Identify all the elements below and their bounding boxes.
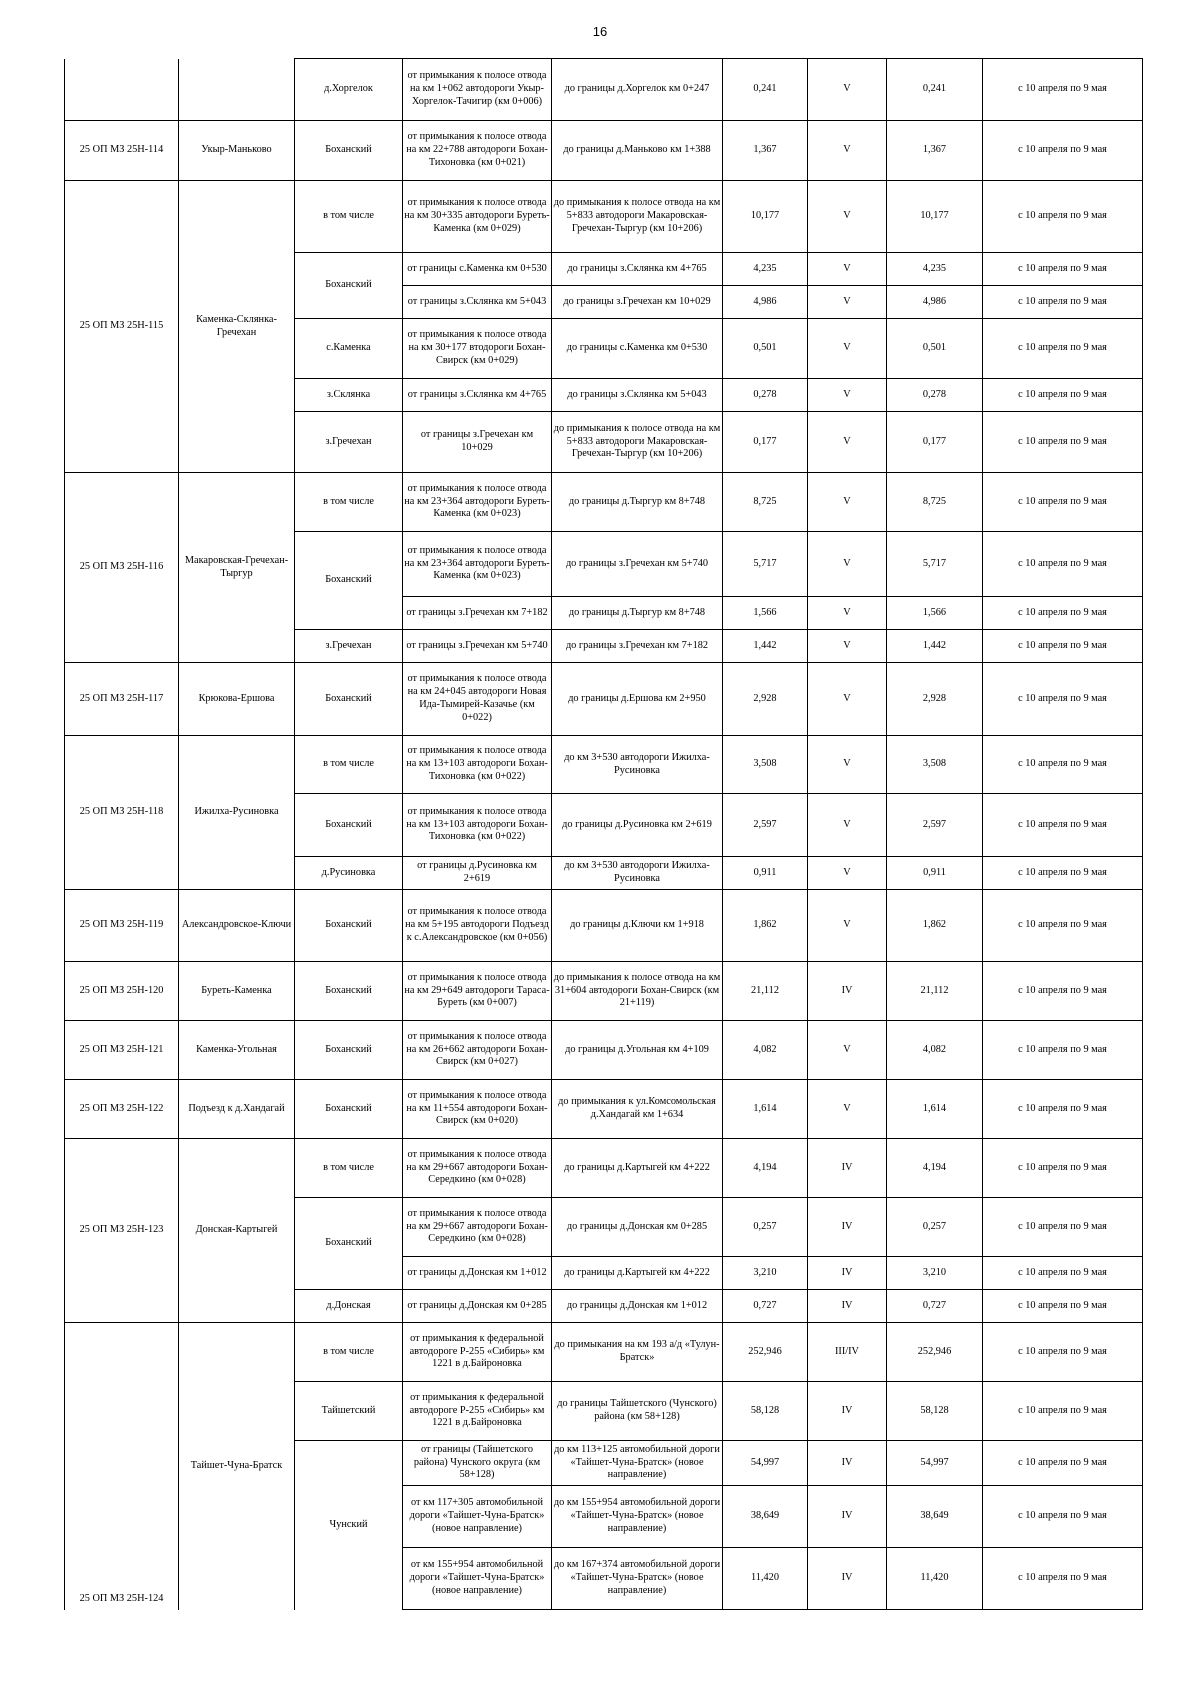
length-cell: 0,278 (723, 379, 808, 412)
to-cell: до границы д.Картыгей км 4+222 (552, 1257, 723, 1290)
to-cell: до границы Тайшетского (Чунского) района (км 58+128) (552, 1382, 723, 1441)
length-cell: 21,112 (723, 962, 808, 1021)
from-cell: от примыкания к полосе отвода на км 30+177 втодороги Бохан-Свирск (км 0+029) (403, 319, 552, 379)
length-cell: 1,566 (723, 597, 808, 630)
period-cell: с 10 апреля по 9 мая (983, 597, 1143, 630)
to-cell: до примыкания к ул.Комсомольская д.Хандагай км 1+634 (552, 1080, 723, 1139)
from-cell: от примыкания к федеральной автодороге Р-255 «Сибирь» км 1221 в д.Байроновка (403, 1382, 552, 1441)
length-limited-cell: 2,597 (887, 794, 983, 857)
from-cell: от примыкания к полосе отвода на км 30+335 автодороги Буреть-Каменка (км 0+029) (403, 181, 552, 253)
period-cell: с 10 апреля по 9 мая (983, 663, 1143, 736)
table-row (65, 1323, 1143, 1382)
district-cell: з.Гречехан (295, 630, 403, 663)
from-cell: от границы д.Донская км 1+012 (403, 1257, 552, 1290)
to-cell: до границы з.Гречехан км 7+182 (552, 630, 723, 663)
district-cell: Чунский (295, 1441, 403, 1610)
length-cell: 0,911 (723, 857, 808, 890)
from-cell: от примыкания к полосе отвода на км 23+364 автодороги Буреть-Каменка (км 0+023) (403, 473, 552, 532)
period-cell: с 10 апреля по 9 мая (983, 1382, 1143, 1441)
category-cell: V (808, 286, 887, 319)
road-name-cell: Тайшет-Чуна-Братск (179, 1323, 295, 1610)
length-cell: 8,725 (723, 473, 808, 532)
table-row (65, 736, 1143, 794)
district-cell: Боханский (295, 1198, 403, 1290)
from-cell: от границы з.Гречехан км 7+182 (403, 597, 552, 630)
district-cell: з.Гречехан (295, 412, 403, 473)
from-cell: от примыкания к полосе отвода на км 1+062 автодороги Укыр-Хоргелок-Тачигир (км 0+006) (403, 59, 552, 121)
category-cell: IV (808, 1486, 887, 1548)
district-cell: Боханский (295, 962, 403, 1021)
length-limited-cell: 3,210 (887, 1257, 983, 1290)
table-row (65, 1021, 1143, 1080)
length-limited-cell: 1,862 (887, 890, 983, 962)
length-cell: 3,210 (723, 1257, 808, 1290)
period-cell: с 10 апреля по 9 мая (983, 890, 1143, 962)
district-cell: Боханский (295, 121, 403, 181)
period-cell: с 10 апреля по 9 мая (983, 1080, 1143, 1139)
road-code-cell: 25 ОП МЗ 25Н-122 (65, 1080, 179, 1139)
to-cell: до км 3+530 автодороги Ижилха-Русиновка (552, 857, 723, 890)
length-limited-cell: 3,508 (887, 736, 983, 794)
category-cell: IV (808, 962, 887, 1021)
from-cell: от примыкания к полосе отвода на км 24+045 автодороги Новая Ида-Тымирей-Казачье (км 0+022) (403, 663, 552, 736)
length-cell: 5,717 (723, 532, 808, 597)
length-cell: 0,501 (723, 319, 808, 379)
period-cell: с 10 апреля по 9 мая (983, 1323, 1143, 1382)
district-cell: д.Донская (295, 1290, 403, 1323)
length-limited-cell: 5,717 (887, 532, 983, 597)
length-cell: 4,235 (723, 253, 808, 286)
length-cell: 1,862 (723, 890, 808, 962)
from-cell: от примыкания к полосе отвода на км 13+103 автодороги Бохан-Тихоновка (км 0+022) (403, 736, 552, 794)
to-cell: до км 155+954 автомобильной дороги «Тайшет-Чуна-Братск» (новое направление) (552, 1486, 723, 1548)
table-row (65, 890, 1143, 962)
category-cell: V (808, 532, 887, 597)
category-cell: V (808, 630, 887, 663)
category-cell: V (808, 253, 887, 286)
length-cell: 38,649 (723, 1486, 808, 1548)
to-cell: до границы д.Русиновка км 2+619 (552, 794, 723, 857)
category-cell: V (808, 59, 887, 121)
category-cell: V (808, 319, 887, 379)
from-cell: от км 117+305 автомобильной дороги «Тайшет-Чуна-Братск» (новое направление) (403, 1486, 552, 1548)
from-cell: от примыкания к полосе отвода на км 13+103 автодороги Бохан-Тихоновка (км 0+022) (403, 794, 552, 857)
period-cell: с 10 апреля по 9 мая (983, 286, 1143, 319)
road-code-cell (65, 59, 179, 121)
period-cell: с 10 апреля по 9 мая (983, 253, 1143, 286)
table-row (65, 1080, 1143, 1139)
length-limited-cell: 21,112 (887, 962, 983, 1021)
district-cell: Боханский (295, 890, 403, 962)
to-cell: до границы з.Гречехан км 5+740 (552, 532, 723, 597)
period-cell: с 10 апреля по 9 мая (983, 532, 1143, 597)
to-cell: до границы з.Гречехан км 10+029 (552, 286, 723, 319)
category-cell: IV (808, 1548, 887, 1610)
district-cell: Боханский (295, 253, 403, 319)
to-cell: до границы д.Ключи км 1+918 (552, 890, 723, 962)
period-cell: с 10 апреля по 9 мая (983, 857, 1143, 890)
to-cell: до примыкания к полосе отвода на км 31+604 автодороги Бохан-Свирск (км 21+119) (552, 962, 723, 1021)
road-name-cell: Укыр-Маньково (179, 121, 295, 181)
period-cell: с 10 апреля по 9 мая (983, 412, 1143, 473)
table-row (65, 962, 1143, 1021)
road-code-cell: 25 ОП МЗ 25Н-117 (65, 663, 179, 736)
from-cell: от границы з.Гречехан км 5+740 (403, 630, 552, 663)
length-limited-cell: 4,986 (887, 286, 983, 319)
to-cell: до примыкания к полосе отвода на км 5+833 автодороги Макаровская-Гречехан-Тыргур (км 10+206) (552, 412, 723, 473)
length-limited-cell: 11,420 (887, 1548, 983, 1610)
from-cell: от примыкания к полосе отвода на км 23+364 автодороги Буреть-Каменка (км 0+023) (403, 532, 552, 597)
length-limited-cell: 10,177 (887, 181, 983, 253)
district-cell: с.Каменка (295, 319, 403, 379)
road-name-cell: Каменка-Угольная (179, 1021, 295, 1080)
length-cell: 1,442 (723, 630, 808, 663)
to-cell: до границы з.Склянка км 5+043 (552, 379, 723, 412)
length-limited-cell: 1,566 (887, 597, 983, 630)
length-limited-cell: 54,997 (887, 1441, 983, 1486)
category-cell: IV (808, 1441, 887, 1486)
category-cell: V (808, 412, 887, 473)
district-cell: Боханский (295, 1080, 403, 1139)
table-row (65, 121, 1143, 181)
period-cell: с 10 апреля по 9 мая (983, 794, 1143, 857)
from-cell: от примыкания к полосе отвода на км 11+554 автодороги Бохан-Свирск (км 0+020) (403, 1080, 552, 1139)
length-cell: 3,508 (723, 736, 808, 794)
length-cell: 4,082 (723, 1021, 808, 1080)
road-code-cell: 25 ОП МЗ 25Н-120 (65, 962, 179, 1021)
table-row (65, 59, 1143, 121)
length-limited-cell: 0,911 (887, 857, 983, 890)
from-cell: от границы з.Гречехан км 10+029 (403, 412, 552, 473)
to-cell: до границы д.Донская км 1+012 (552, 1290, 723, 1323)
road-code-cell: 25 ОП МЗ 25Н-121 (65, 1021, 179, 1080)
district-cell: з.Склянка (295, 379, 403, 412)
length-cell: 0,177 (723, 412, 808, 473)
from-cell: от границы з.Склянка км 5+043 (403, 286, 552, 319)
length-cell: 11,420 (723, 1548, 808, 1610)
category-cell: III/IV (808, 1323, 887, 1382)
to-cell: до примыкания к полосе отвода на км 5+833 автодороги Макаровская-Гречехан-Тыргур (км 10+206) (552, 181, 723, 253)
from-cell: от км 155+954 автомобильной дороги «Тайшет-Чуна-Братск» (новое направление) (403, 1548, 552, 1610)
length-cell: 2,928 (723, 663, 808, 736)
road-name-cell: Крюкова-Ершова (179, 663, 295, 736)
period-cell: с 10 апреля по 9 мая (983, 1257, 1143, 1290)
length-limited-cell: 252,946 (887, 1323, 983, 1382)
length-cell: 0,241 (723, 59, 808, 121)
category-cell: V (808, 181, 887, 253)
to-cell: до границы д.Ершова км 2+950 (552, 663, 723, 736)
category-cell: V (808, 857, 887, 890)
road-code-cell: 25 ОП МЗ 25Н-119 (65, 890, 179, 962)
length-cell: 1,367 (723, 121, 808, 181)
district-cell: Боханский (295, 532, 403, 630)
length-cell: 54,997 (723, 1441, 808, 1486)
to-cell: до границы д.Маньково км 1+388 (552, 121, 723, 181)
length-limited-cell: 1,614 (887, 1080, 983, 1139)
category-cell: IV (808, 1139, 887, 1198)
length-limited-cell: 8,725 (887, 473, 983, 532)
length-cell: 2,597 (723, 794, 808, 857)
district-cell: в том числе (295, 1323, 403, 1382)
length-cell: 10,177 (723, 181, 808, 253)
length-limited-cell: 2,928 (887, 663, 983, 736)
period-cell: с 10 апреля по 9 мая (983, 1198, 1143, 1257)
to-cell: до границы д.Хоргелок км 0+247 (552, 59, 723, 121)
length-limited-cell: 4,082 (887, 1021, 983, 1080)
length-limited-cell: 0,241 (887, 59, 983, 121)
category-cell: IV (808, 1382, 887, 1441)
from-cell: от примыкания к полосе отвода на км 29+649 автодороги Тараса-Буреть (км 0+007) (403, 962, 552, 1021)
period-cell: с 10 апреля по 9 мая (983, 59, 1143, 121)
road-code-cell: 25 ОП МЗ 25Н-115 (65, 181, 179, 473)
from-cell: от примыкания к полосе отвода на км 29+667 автодороги Бохан-Середкино (км 0+028) (403, 1198, 552, 1257)
from-cell: от границы д.Русиновка км 2+619 (403, 857, 552, 890)
period-cell: с 10 апреля по 9 мая (983, 736, 1143, 794)
from-cell: от границы д.Донская км 0+285 (403, 1290, 552, 1323)
period-cell: с 10 апреля по 9 мая (983, 473, 1143, 532)
category-cell: IV (808, 1257, 887, 1290)
district-cell: в том числе (295, 181, 403, 253)
from-cell: от примыкания к полосе отвода на км 5+195 автодороги Подъезд к с.Александровское (км 0+056) (403, 890, 552, 962)
district-cell: в том числе (295, 1139, 403, 1198)
district-cell: в том числе (295, 736, 403, 794)
period-cell: с 10 апреля по 9 мая (983, 1290, 1143, 1323)
length-limited-cell: 0,177 (887, 412, 983, 473)
district-cell: в том числе (295, 473, 403, 532)
road-code-cell: 25 ОП МЗ 25Н-124 (65, 1323, 179, 1610)
district-cell: Боханский (295, 663, 403, 736)
road-code-cell: 25 ОП МЗ 25Н-116 (65, 473, 179, 663)
category-cell: V (808, 794, 887, 857)
to-cell: до границы д.Донская км 0+285 (552, 1198, 723, 1257)
category-cell: IV (808, 1198, 887, 1257)
road-code-cell: 25 ОП МЗ 25Н-118 (65, 736, 179, 890)
road-name-cell: Ижилха-Русиновка (179, 736, 295, 890)
length-cell: 4,986 (723, 286, 808, 319)
length-cell: 1,614 (723, 1080, 808, 1139)
category-cell: V (808, 1021, 887, 1080)
period-cell: с 10 апреля по 9 мая (983, 121, 1143, 181)
to-cell: до км 3+530 автодороги Ижилха-Русиновка (552, 736, 723, 794)
road-name-cell: Макаровская-Гречехан-Тыргур (179, 473, 295, 663)
road-code-cell: 25 ОП МЗ 25Н-123 (65, 1139, 179, 1323)
period-cell: с 10 апреля по 9 мая (983, 379, 1143, 412)
period-cell: с 10 апреля по 9 мая (983, 181, 1143, 253)
period-cell: с 10 апреля по 9 мая (983, 319, 1143, 379)
road-name-cell: Буреть-Каменка (179, 962, 295, 1021)
length-limited-cell: 38,649 (887, 1486, 983, 1548)
period-cell: с 10 апреля по 9 мая (983, 630, 1143, 663)
length-cell: 0,727 (723, 1290, 808, 1323)
to-cell: до границы д.Угольная км 4+109 (552, 1021, 723, 1080)
table-row (65, 181, 1143, 253)
length-limited-cell: 0,727 (887, 1290, 983, 1323)
from-cell: от границы (Тайшетского района) Чунского округа (км 58+128) (403, 1441, 552, 1486)
length-limited-cell: 0,278 (887, 379, 983, 412)
from-cell: от примыкания к полосе отвода на км 29+667 автодороги Бохан-Середкино (км 0+028) (403, 1139, 552, 1198)
period-cell: с 10 апреля по 9 мая (983, 1021, 1143, 1080)
length-cell: 0,257 (723, 1198, 808, 1257)
road-name-cell: Подъезд к д.Хандагай (179, 1080, 295, 1139)
table-row (65, 473, 1143, 532)
district-cell: Боханский (295, 1021, 403, 1080)
to-cell: до примыкания на км 193 а/д «Тулун-Братск» (552, 1323, 723, 1382)
to-cell: до границы д.Тыргур км 8+748 (552, 597, 723, 630)
category-cell: V (808, 597, 887, 630)
table-row (65, 1139, 1143, 1198)
road-name-cell: Донская-Картыгей (179, 1139, 295, 1323)
from-cell: от примыкания к полосе отвода на км 26+662 автодороги Бохан-Свирск (км 0+027) (403, 1021, 552, 1080)
road-name-cell (179, 59, 295, 121)
road-name-cell: Александровское-Ключи (179, 890, 295, 962)
category-cell: V (808, 890, 887, 962)
length-limited-cell: 1,367 (887, 121, 983, 181)
district-cell: Тайшетский (295, 1382, 403, 1441)
road-code-cell: 25 ОП МЗ 25Н-114 (65, 121, 179, 181)
from-cell: от границы с.Каменка км 0+530 (403, 253, 552, 286)
length-cell: 58,128 (723, 1382, 808, 1441)
length-cell: 4,194 (723, 1139, 808, 1198)
length-limited-cell: 4,194 (887, 1139, 983, 1198)
period-cell: с 10 апреля по 9 мая (983, 1139, 1143, 1198)
to-cell: до границы д.Тыргур км 8+748 (552, 473, 723, 532)
to-cell: до км 167+374 автомобильной дороги «Тайшет-Чуна-Братск» (новое направление) (552, 1548, 723, 1610)
category-cell: V (808, 473, 887, 532)
to-cell: до границы з.Склянка км 4+765 (552, 253, 723, 286)
period-cell: с 10 апреля по 9 мая (983, 1548, 1143, 1610)
district-cell: д.Хоргелок (295, 59, 403, 121)
category-cell: V (808, 1080, 887, 1139)
from-cell: от примыкания к полосе отвода на км 22+788 автодороги Бохан-Тихоновка (км 0+021) (403, 121, 552, 181)
length-limited-cell: 0,501 (887, 319, 983, 379)
length-limited-cell: 4,235 (887, 253, 983, 286)
to-cell: до границы с.Каменка км 0+530 (552, 319, 723, 379)
roads-table (64, 58, 1143, 1610)
district-cell: д.Русиновка (295, 857, 403, 890)
category-cell: V (808, 663, 887, 736)
length-cell: 252,946 (723, 1323, 808, 1382)
period-cell: с 10 апреля по 9 мая (983, 962, 1143, 1021)
road-name-cell: Каменка-Склянка-Гречехан (179, 181, 295, 473)
length-limited-cell: 1,442 (887, 630, 983, 663)
category-cell: IV (808, 1290, 887, 1323)
category-cell: V (808, 121, 887, 181)
page-number: 16 (592, 24, 608, 39)
length-limited-cell: 0,257 (887, 1198, 983, 1257)
length-limited-cell: 58,128 (887, 1382, 983, 1441)
to-cell: до км 113+125 автомобильной дороги «Тайшет-Чуна-Братск» (новое направление) (552, 1441, 723, 1486)
table-row (65, 663, 1143, 736)
category-cell: V (808, 379, 887, 412)
to-cell: до границы д.Картыгей км 4+222 (552, 1139, 723, 1198)
period-cell: с 10 апреля по 9 мая (983, 1486, 1143, 1548)
district-cell: Боханский (295, 794, 403, 857)
period-cell: с 10 апреля по 9 мая (983, 1441, 1143, 1486)
category-cell: V (808, 736, 887, 794)
from-cell: от примыкания к федеральной автодороге Р-255 «Сибирь» км 1221 в д.Байроновка (403, 1323, 552, 1382)
from-cell: от границы з.Склянка км 4+765 (403, 379, 552, 412)
